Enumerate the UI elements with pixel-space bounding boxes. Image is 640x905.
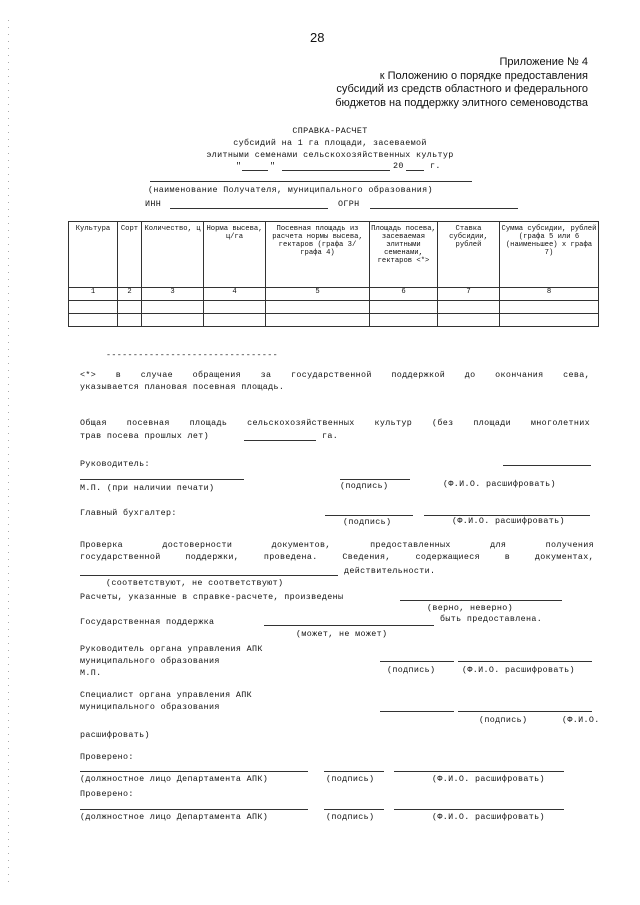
table-header-cell: Сумма субсидии, рублей (графа 5 или 6 (наименьшее) x графа 7) xyxy=(500,222,599,288)
table-column-number: 1 xyxy=(69,288,118,301)
footnote-line-2: указывается плановая посевная площадь. xyxy=(80,382,285,392)
accountant-fio-caption: (Ф.И.О. расшифровать) xyxy=(452,516,565,526)
checked-signature-field-1[interactable] xyxy=(324,771,384,772)
ogrn-label: ОГРН xyxy=(338,199,360,209)
appendix-line-3: субсидий из средств областного и федерального xyxy=(336,83,588,95)
support-suffix: быть предоставлена. xyxy=(440,614,543,624)
apk-head-line-2: муниципального образования xyxy=(80,656,220,666)
footnote-separator: -------------------------------- xyxy=(106,350,279,360)
checked-fio-field-2[interactable] xyxy=(394,809,564,810)
form-title: СПРАВКА-РАСЧЕТ xyxy=(292,126,368,136)
total-area-label: трав посева прошлых лет) xyxy=(80,431,210,441)
form-subtitle: субсидий на 1 га площади, засеваемой xyxy=(233,138,427,148)
appendix-line-2: к Положению о порядке предоставления xyxy=(379,69,588,82)
verification-line-2: государственной поддержки, проведена. Сведения, содержащиеся в документах, xyxy=(80,552,594,562)
table-header-cell: Посевная площадь из расчета нормы высева, гектаров (графа 3/ графа 4) xyxy=(266,222,370,288)
inn-field[interactable] xyxy=(170,208,328,209)
date-month-field[interactable] xyxy=(282,170,390,171)
accountant-sign-caption: (подпись) xyxy=(343,517,392,527)
table-cell[interactable] xyxy=(438,301,500,314)
table-row xyxy=(69,288,599,301)
recipient-field[interactable] xyxy=(150,181,472,182)
table-cell[interactable] xyxy=(438,314,500,327)
table-column-number: 5 xyxy=(266,288,370,301)
table-header-cell: Площадь посева, засеваемая элитными семенами, гектаров <*> xyxy=(370,222,438,288)
checked-fio-field-1[interactable] xyxy=(394,771,564,772)
checked-label-1: Проверено: xyxy=(80,752,134,762)
apk-head-fio-caption: (Ф.И.О. расшифровать) xyxy=(462,665,575,675)
head-signature-field[interactable] xyxy=(340,479,410,480)
subsidy-table xyxy=(68,221,599,327)
head-fio-field[interactable] xyxy=(503,465,591,466)
apk-head-sign-caption: (подпись) xyxy=(387,665,436,675)
date-year-suffix: г. xyxy=(430,161,441,171)
verification-compliance-field[interactable] xyxy=(80,575,338,576)
apk-head-mp: М.П. xyxy=(80,668,102,678)
date-day-field[interactable] xyxy=(242,170,268,171)
appendix-line-1: Приложение № 4 xyxy=(499,56,588,68)
mp-note: М.П. (при наличии печати) xyxy=(80,483,215,493)
apk-head-line-1: Руководитель органа управления АПК xyxy=(80,644,263,654)
table-cell[interactable] xyxy=(204,301,266,314)
table-cell[interactable] xyxy=(500,301,599,314)
calc-caption: (верно, неверно) xyxy=(427,603,514,613)
recipient-caption: (наименование Получателя, муниципального образования) xyxy=(148,185,433,195)
table-header-cell: Количество, ц xyxy=(142,222,204,288)
apk-head-signature-field[interactable] xyxy=(380,661,454,662)
checked-official-caption-2: (должностное лицо Департамента АПК) xyxy=(80,812,269,822)
checked-official-field-2[interactable] xyxy=(80,809,308,810)
compliance-caption: (соответствуют, не соответствуют) xyxy=(106,578,284,588)
support-caption: (может, не может) xyxy=(296,629,388,639)
appendix-line-4: бюджетов на поддержку элитного семеноводства xyxy=(335,96,588,109)
apk-specialist-fio-caption-1: (Ф.И.О. xyxy=(562,715,600,725)
page-number: 28 xyxy=(310,30,325,45)
table-cell[interactable] xyxy=(118,314,142,327)
date-year-field[interactable] xyxy=(406,170,424,171)
table-cell[interactable] xyxy=(266,314,370,327)
table-header-cell: Сорт xyxy=(118,222,142,288)
table-cell[interactable] xyxy=(142,314,204,327)
table-cell[interactable] xyxy=(500,314,599,327)
table-cell[interactable] xyxy=(118,301,142,314)
table-column-number: 6 xyxy=(370,288,438,301)
head-sign-caption: (подпись) xyxy=(340,481,389,491)
form-subtitle-2: элитными семенами сельскохозяйственных культур xyxy=(206,150,454,160)
table-cell[interactable] xyxy=(69,314,118,327)
apk-specialist-fio-caption-2: расшифровать) xyxy=(80,730,150,740)
support-decision-field[interactable] xyxy=(264,625,434,626)
calc-result-field[interactable] xyxy=(400,600,562,601)
table-cell[interactable] xyxy=(69,301,118,314)
checked-official-caption-1: (должностное лицо Департамента АПК) xyxy=(80,774,269,784)
total-area-field[interactable] xyxy=(244,440,316,441)
table-cell[interactable] xyxy=(204,314,266,327)
head-stamp-line xyxy=(80,479,244,480)
checked-official-field-1[interactable] xyxy=(80,771,308,772)
accountant-label: Главный бухгалтер: xyxy=(80,508,177,518)
page-edge-marker xyxy=(8,20,9,885)
table-header-cell: Ставка субсидии, рублей xyxy=(438,222,500,288)
table-row xyxy=(69,314,599,327)
apk-specialist-sign-caption: (подпись) xyxy=(479,715,528,725)
apk-head-fio-field[interactable] xyxy=(458,661,592,662)
date-year-prefix: 20 xyxy=(393,161,404,171)
verification-line-1: Проверка достоверности документов, предоставленных для получения xyxy=(80,540,594,550)
checked-fio-caption-1: (Ф.И.О. расшифровать) xyxy=(432,774,545,784)
ogrn-field[interactable] xyxy=(370,208,518,209)
footnote-line-1: <*> в случае обращения за государственной поддержкой до окончания сева, xyxy=(80,370,590,380)
table-column-number: 8 xyxy=(500,288,599,301)
total-area-unit: га. xyxy=(322,431,339,441)
appendix-block xyxy=(335,56,588,110)
date-quote-open: " xyxy=(236,161,242,171)
table-column-number: 3 xyxy=(142,288,204,301)
table-column-number: 4 xyxy=(204,288,266,301)
calc-label: Расчеты, указанные в справке-расчете, произведены xyxy=(80,592,344,602)
checked-label-2: Проверено: xyxy=(80,789,134,799)
table-column-number: 7 xyxy=(438,288,500,301)
table-cell[interactable] xyxy=(142,301,204,314)
table-cell[interactable] xyxy=(370,314,438,327)
apk-specialist-fio-field[interactable] xyxy=(458,711,592,712)
table-header-cell: Норма высева, ц/га xyxy=(204,222,266,288)
support-label: Государственная поддержка xyxy=(80,617,215,627)
apk-specialist-signature-field[interactable] xyxy=(380,711,454,712)
apk-specialist-line-1: Специалист органа управления АПК xyxy=(80,690,253,700)
checked-sign-caption-1: (подпись) xyxy=(326,774,375,784)
table-cell[interactable] xyxy=(370,301,438,314)
checked-signature-field-2[interactable] xyxy=(324,809,384,810)
table-column-number: 2 xyxy=(118,288,142,301)
checked-fio-caption-2: (Ф.И.О. расшифровать) xyxy=(432,812,545,822)
accountant-signature-field[interactable] xyxy=(325,515,413,516)
checked-sign-caption-2: (подпись) xyxy=(326,812,375,822)
table-cell[interactable] xyxy=(266,301,370,314)
verification-line-3: действительности. xyxy=(344,566,436,576)
table-row xyxy=(69,301,599,314)
head-label: Руководитель: xyxy=(80,459,150,469)
apk-specialist-line-2: муниципального образования xyxy=(80,702,220,712)
table-header-cell: Культура xyxy=(69,222,118,288)
date-quote-close: " xyxy=(270,161,276,171)
table-header-row xyxy=(69,222,599,288)
total-area-line-1: Общая посевная площадь сельскохозяйственных культур (без площади многолетних xyxy=(80,418,590,428)
head-fio-caption: (Ф.И.О. расшифровать) xyxy=(443,479,556,489)
inn-label: ИНН xyxy=(145,199,162,209)
